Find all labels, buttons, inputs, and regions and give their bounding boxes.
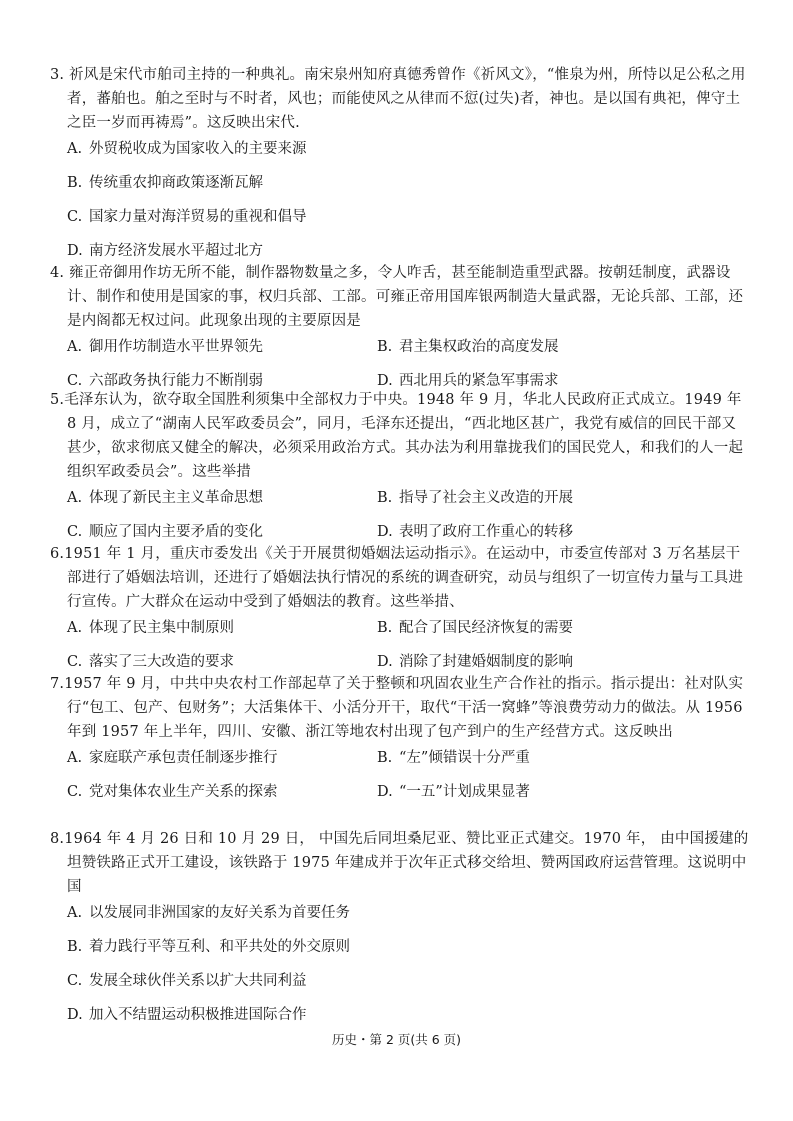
option-letter: A. — [67, 339, 83, 355]
option-text: 六部政务执行能力不断削弱 — [89, 373, 263, 389]
option-letter: D. — [67, 243, 83, 259]
question-5 — [50, 388, 750, 554]
option-letter: B. — [377, 339, 393, 355]
option-b[interactable] — [50, 171, 750, 205]
option-letter: C. — [67, 973, 83, 989]
option-a[interactable] — [50, 746, 360, 780]
option-c[interactable] — [50, 205, 750, 239]
option-letter: A. — [67, 490, 83, 506]
option-letter: B. — [67, 939, 83, 955]
option-letter: B. — [67, 175, 83, 191]
option-letter: B. — [377, 490, 393, 506]
option-b[interactable] — [50, 935, 750, 969]
option-text: 指导了社会主义改造的开展 — [399, 490, 573, 506]
option-c[interactable] — [50, 969, 750, 1003]
option-b[interactable] — [360, 486, 750, 520]
option-b[interactable] — [360, 616, 750, 650]
option-letter: D. — [377, 524, 393, 540]
option-list — [50, 137, 750, 273]
option-text: 西北用兵的紧急军事需求 — [399, 373, 559, 389]
option-text: 外贸税收成为国家收入的主要来源 — [89, 141, 307, 157]
option-letter: D. — [67, 1007, 83, 1023]
option-letter: B. — [377, 620, 393, 636]
option-text: 国家力量对海洋贸易的重视和倡导 — [89, 209, 307, 225]
option-text: 以发展同非洲国家的友好关系为首要任务 — [89, 905, 350, 921]
option-text: 御用作坊制造水平世界领先 — [89, 339, 263, 355]
option-b[interactable] — [360, 335, 750, 369]
option-c[interactable] — [50, 780, 360, 814]
option-text: 南方经济发展水平超过北方 — [89, 243, 263, 259]
question-4 — [50, 261, 750, 403]
option-text: 传统重农抑商政策逐渐瓦解 — [89, 175, 263, 191]
option-b[interactable] — [360, 746, 750, 780]
option-text: 家庭联产承包责任制逐步推行 — [89, 750, 278, 766]
question-stem: 5.毛泽东认为，欲夺取全国胜利须集中全部权力于中央。1948 年 9 月，华北人民政府正式成立。1949 年 8 月，成立了“湖南人民军政委员会”，同月，毛泽东还提出，“西北地区甚广，我党有威信的回民干部又甚少，欲求彻底又健全的解决，必须采用政治方式。其办法为利用靠拢我们的国民党人，和我们的人一起组织军政委员会”。这些举措 — [50, 392, 744, 480]
option-letter: C. — [67, 209, 83, 225]
option-a[interactable] — [50, 335, 360, 369]
option-text: 表明了政府工作重心的转移 — [399, 524, 573, 540]
question-stem: 6.1951 年 1 月，重庆市委发出《关于开展贯彻婚姻法运动指示》。在运动中，市委宣传部对 3 万名基层干部进行了婚姻法培训，还进行了婚姻法执行情况的系统的调查研究，动员与组织了一切宣传力量与工具进行宣传。广大群众在运动中受到了婚姻法的教育。这些举措、 — [50, 546, 744, 610]
option-a[interactable] — [50, 616, 360, 650]
page-footer: 历史・第 2 页(共 6 页) — [331, 1032, 462, 1047]
option-a[interactable] — [50, 486, 360, 520]
option-text: 发展全球伙伴关系以扩大共同利益 — [89, 973, 307, 989]
option-text: 加入不结盟运动积极推进国际合作 — [89, 1007, 307, 1023]
option-text: 落实了三大改造的要求 — [89, 654, 234, 670]
option-letter: C. — [67, 784, 83, 800]
option-a[interactable] — [50, 137, 750, 171]
option-letter: C. — [67, 373, 83, 389]
option-text: 体现了新民主主义革命思想 — [89, 490, 263, 506]
option-text: “一五”计划成果显著 — [399, 784, 530, 800]
option-text: “左”倾错误十分严重 — [399, 750, 530, 766]
option-a[interactable] — [50, 901, 750, 935]
option-letter: A. — [67, 141, 83, 157]
question-7 — [50, 672, 750, 814]
option-letter: A. — [67, 905, 83, 921]
question-6 — [50, 542, 750, 684]
option-list — [50, 901, 750, 1037]
question-stem: 4. 雍正帝御用作坊无所不能，制作器物数量之多，令人咋舌，甚至能制造重型武器。按朝廷制度，武器设计、制作和使用是国家的事，权归兵部、工部。可雍正帝用国库银两制造大量武器，无论兵部、工部，还是内阁都无权过问。此现象出现的主要原因是 — [50, 265, 744, 329]
option-letter: D. — [377, 373, 393, 389]
option-letter: A. — [67, 620, 83, 636]
option-text: 消除了封建婚姻制度的影响 — [399, 654, 573, 670]
option-letter: D. — [377, 784, 393, 800]
option-letter: A. — [67, 750, 83, 766]
option-text: 配合了国民经济恢复的需要 — [399, 620, 573, 636]
option-d[interactable] — [360, 780, 750, 814]
option-text: 体现了民主集中制原则 — [89, 620, 234, 636]
question-8 — [50, 827, 750, 1037]
option-text: 着力践行平等互利、和平共处的外交原则 — [89, 939, 350, 955]
option-list — [50, 746, 750, 814]
option-letter: B. — [377, 750, 393, 766]
question-stem: 8.1964 年 4 月 26 日和 10 月 29 日， 中国先后同坦桑尼亚、赞比亚正式建交。1970 年， 由中国援建的坦赞铁路正式开工建设，该铁路于 1975 年建成并于次年正式移交给坦、赞两国政府运营管理。这说明中国 — [50, 831, 749, 895]
option-text: 君主集权政治的高度发展 — [399, 339, 559, 355]
option-letter: D. — [377, 654, 393, 670]
option-text: 党对集体农业生产关系的探索 — [89, 784, 278, 800]
option-text: 顺应了国内主要矛盾的变化 — [89, 524, 263, 540]
question-stem: 3. 祈风是宋代市舶司主持的一种典礼。南宋泉州知府真德秀曾作《祈风文》，“惟泉为州，所恃以足公私之用者，蕃舶也。舶之至时与不时者，风也；而能使风之从律而不愆(过失)者，神也。是以国有典祀，俾守土之臣一岁而再祷焉”。这反映出宋代. — [50, 67, 746, 131]
question-stem: 7.1957 年 9 月，中共中央农村工作部起草了关于整顿和巩固农业生产合作社的指示。指示提出：社对队实行“包工、包产、包财务”；大活集体干、小活分开干，取代“干活一窝蜂”等浪费劳动力的做法。从 1956 年到 1957 年上半年，四川、安徽、浙江等地农村出现了包产到户的生产经营方式。这反映出 — [50, 676, 744, 740]
question-3 — [50, 63, 750, 273]
option-letter: C. — [67, 654, 83, 670]
option-letter: C. — [67, 524, 83, 540]
